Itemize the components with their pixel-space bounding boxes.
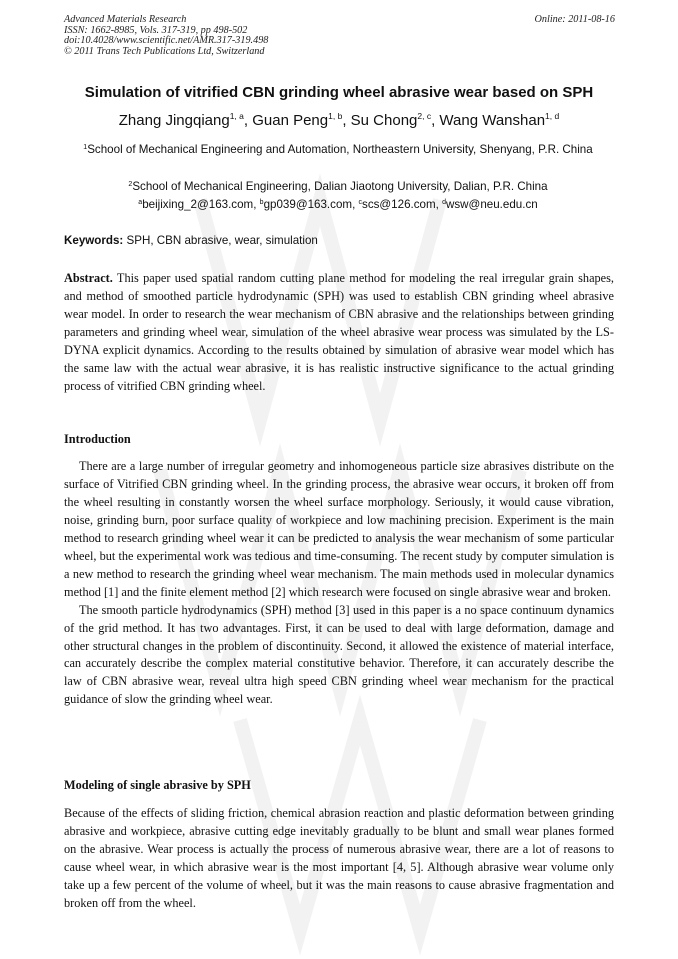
journal-header: [64, 15, 268, 57]
author-name: Wang Wanshan: [439, 112, 546, 129]
paragraph: Because of the effects of sliding friction, chemical abrasion reaction and plastic deformation between grinding abrasive and workpiece, abrasive cutting edge inevitably gradually to be blunt and small wear planes formed on the abrasive. Wear process is actually the process of numerous abrasive wear, there are a lot of reasons to cause wheel wear, in which abrasive wear is the most important [4, 5]. Although abrasive wear volume only take up a few percent of the volume of wheel, but it was the main reasons to cause abrasive fragmentation and broken off from the wheel.: [64, 806, 614, 910]
author-affiliation-mark: 1, d: [545, 111, 560, 121]
keywords-text: SPH, CBN abrasive, wear, simulation: [123, 234, 318, 247]
paper-title: Simulation of vitrified CBN grinding wheel abrasive wear based on SPH: [84, 84, 594, 101]
author-affiliation-mark: 1, b: [328, 111, 343, 121]
author-affiliation-mark: 1, a: [229, 111, 244, 121]
author-list: Zhang Jingqiang$^{1, a}$, Guan Peng$^{1, b}$, Su Chong$^{2, c}$, Wang Wanshan$^{1, d}$: [118, 111, 560, 129]
journal-copyright: © 2011 Trans Tech Publications Ltd, Switzerland: [64, 45, 265, 57]
section-heading-modeling: Modeling of single abrasive by SPH: [64, 778, 251, 792]
email-link[interactable]: scs@126.com: [362, 198, 436, 211]
online-date: Online: 2011-08-16: [534, 14, 615, 25]
keywords-label: Keywords:: [64, 234, 124, 247]
author-name: Guan Peng: [252, 112, 329, 129]
introduction-body: [64, 458, 614, 709]
journal-name: Advanced Materials Research: [64, 14, 187, 25]
section-heading-introduction: Introduction: [64, 432, 131, 446]
keywords: [64, 234, 318, 247]
author-name: Zhang Jingqiang: [118, 112, 230, 129]
abstract: [64, 270, 614, 396]
email-link[interactable]: beijixing_2@163.com: [142, 198, 254, 211]
journal-issn: ISSN: 1662-8985, Vols. 317-319, pp 498-502: [64, 24, 248, 36]
author-name: Su Chong: [350, 112, 418, 129]
author-affiliation-mark: 2, c: [417, 111, 432, 121]
email-link[interactable]: gp039@163.com: [263, 198, 353, 211]
author-emails: $^a$beijixing_2@163.com, $^b$gp039@163.com, $^c$scs@126.com, $^d$wsw@neu.edu.cn: [138, 198, 538, 211]
paragraph: There are a large number of irregular geometry and inhomogeneous particle size abrasives distribute on the surface of Vitrified CBN grinding wheel. In the grinding process, the abrasive wear occurs, it broken off from the wheel resulting in constantly worsen the wheel surface morphology. Seriously, it would cause vibration, noise, grinding burn, poor surface quality of workpiece and low machining precision. Experiment is the main method to research grinding wheel wear it can be predicted to analysis the wear mechanism of some particular wheel, but the experimental work was tedious and time-consuming. The recent study by computer simulation is a new method to research the grinding wheel wear mechanism. The main methods used in molecular dynamics method [1] and the finite element method [2] which research were focused on single abrasive wear and broken.: [64, 459, 614, 599]
abstract-label: Abstract.: [64, 271, 113, 285]
paragraph: The smooth particle hydrodynamics (SPH) method [3] used in this paper is a no space continuum dynamics of the grid method. It has two advantages. First, it can be used to deal with large deformation, damage and other structural changes in the problem of discontinuity. Second, it allowed the existence of material interface, can accurately describe the complex material constitutive behavior. Therefore, it can accurately describe the law of CBN abrasive wear, reveal ultra high speed CBN grinding wheel wear mechanism for the practical guidance of slow the grinding wheel wear.: [64, 602, 614, 707]
abstract-text: This paper used spatial random cutting plane method for modeling the real irregular grain shapes, and method of smoothed particle hydrodynamic (SPH) was used to establish CBN grinding wheel abrasive wear model. In order to research the wear mechanism of CBN abrasive and the relationships between grinding parameters and grinding wheel wear, simulation of the wheel abrasive wear process was simulated by the LS-DYNA explicit dynamics. According to the results obtained by simulation of abrasive wear model which has the same law with the actual wear abrasive, it is has realistic instructive significance to the actual grinding process of vitrified CBN grinding wheel.: [64, 271, 614, 393]
affiliation-2: $^2$School of Mechanical Engineering, Dalian Jiaotong University, Dalian, P.R. China: [128, 180, 548, 193]
affiliation-1: $^1$School of Mechanical Engineering and Automation, Northeastern University, Shenyang, P.R. China: [83, 143, 593, 156]
journal-doi: doi:10.4028/www.scientific.net/AMR.317-319.498: [64, 35, 269, 47]
email-link[interactable]: wsw@neu.edu.cn: [446, 198, 538, 211]
